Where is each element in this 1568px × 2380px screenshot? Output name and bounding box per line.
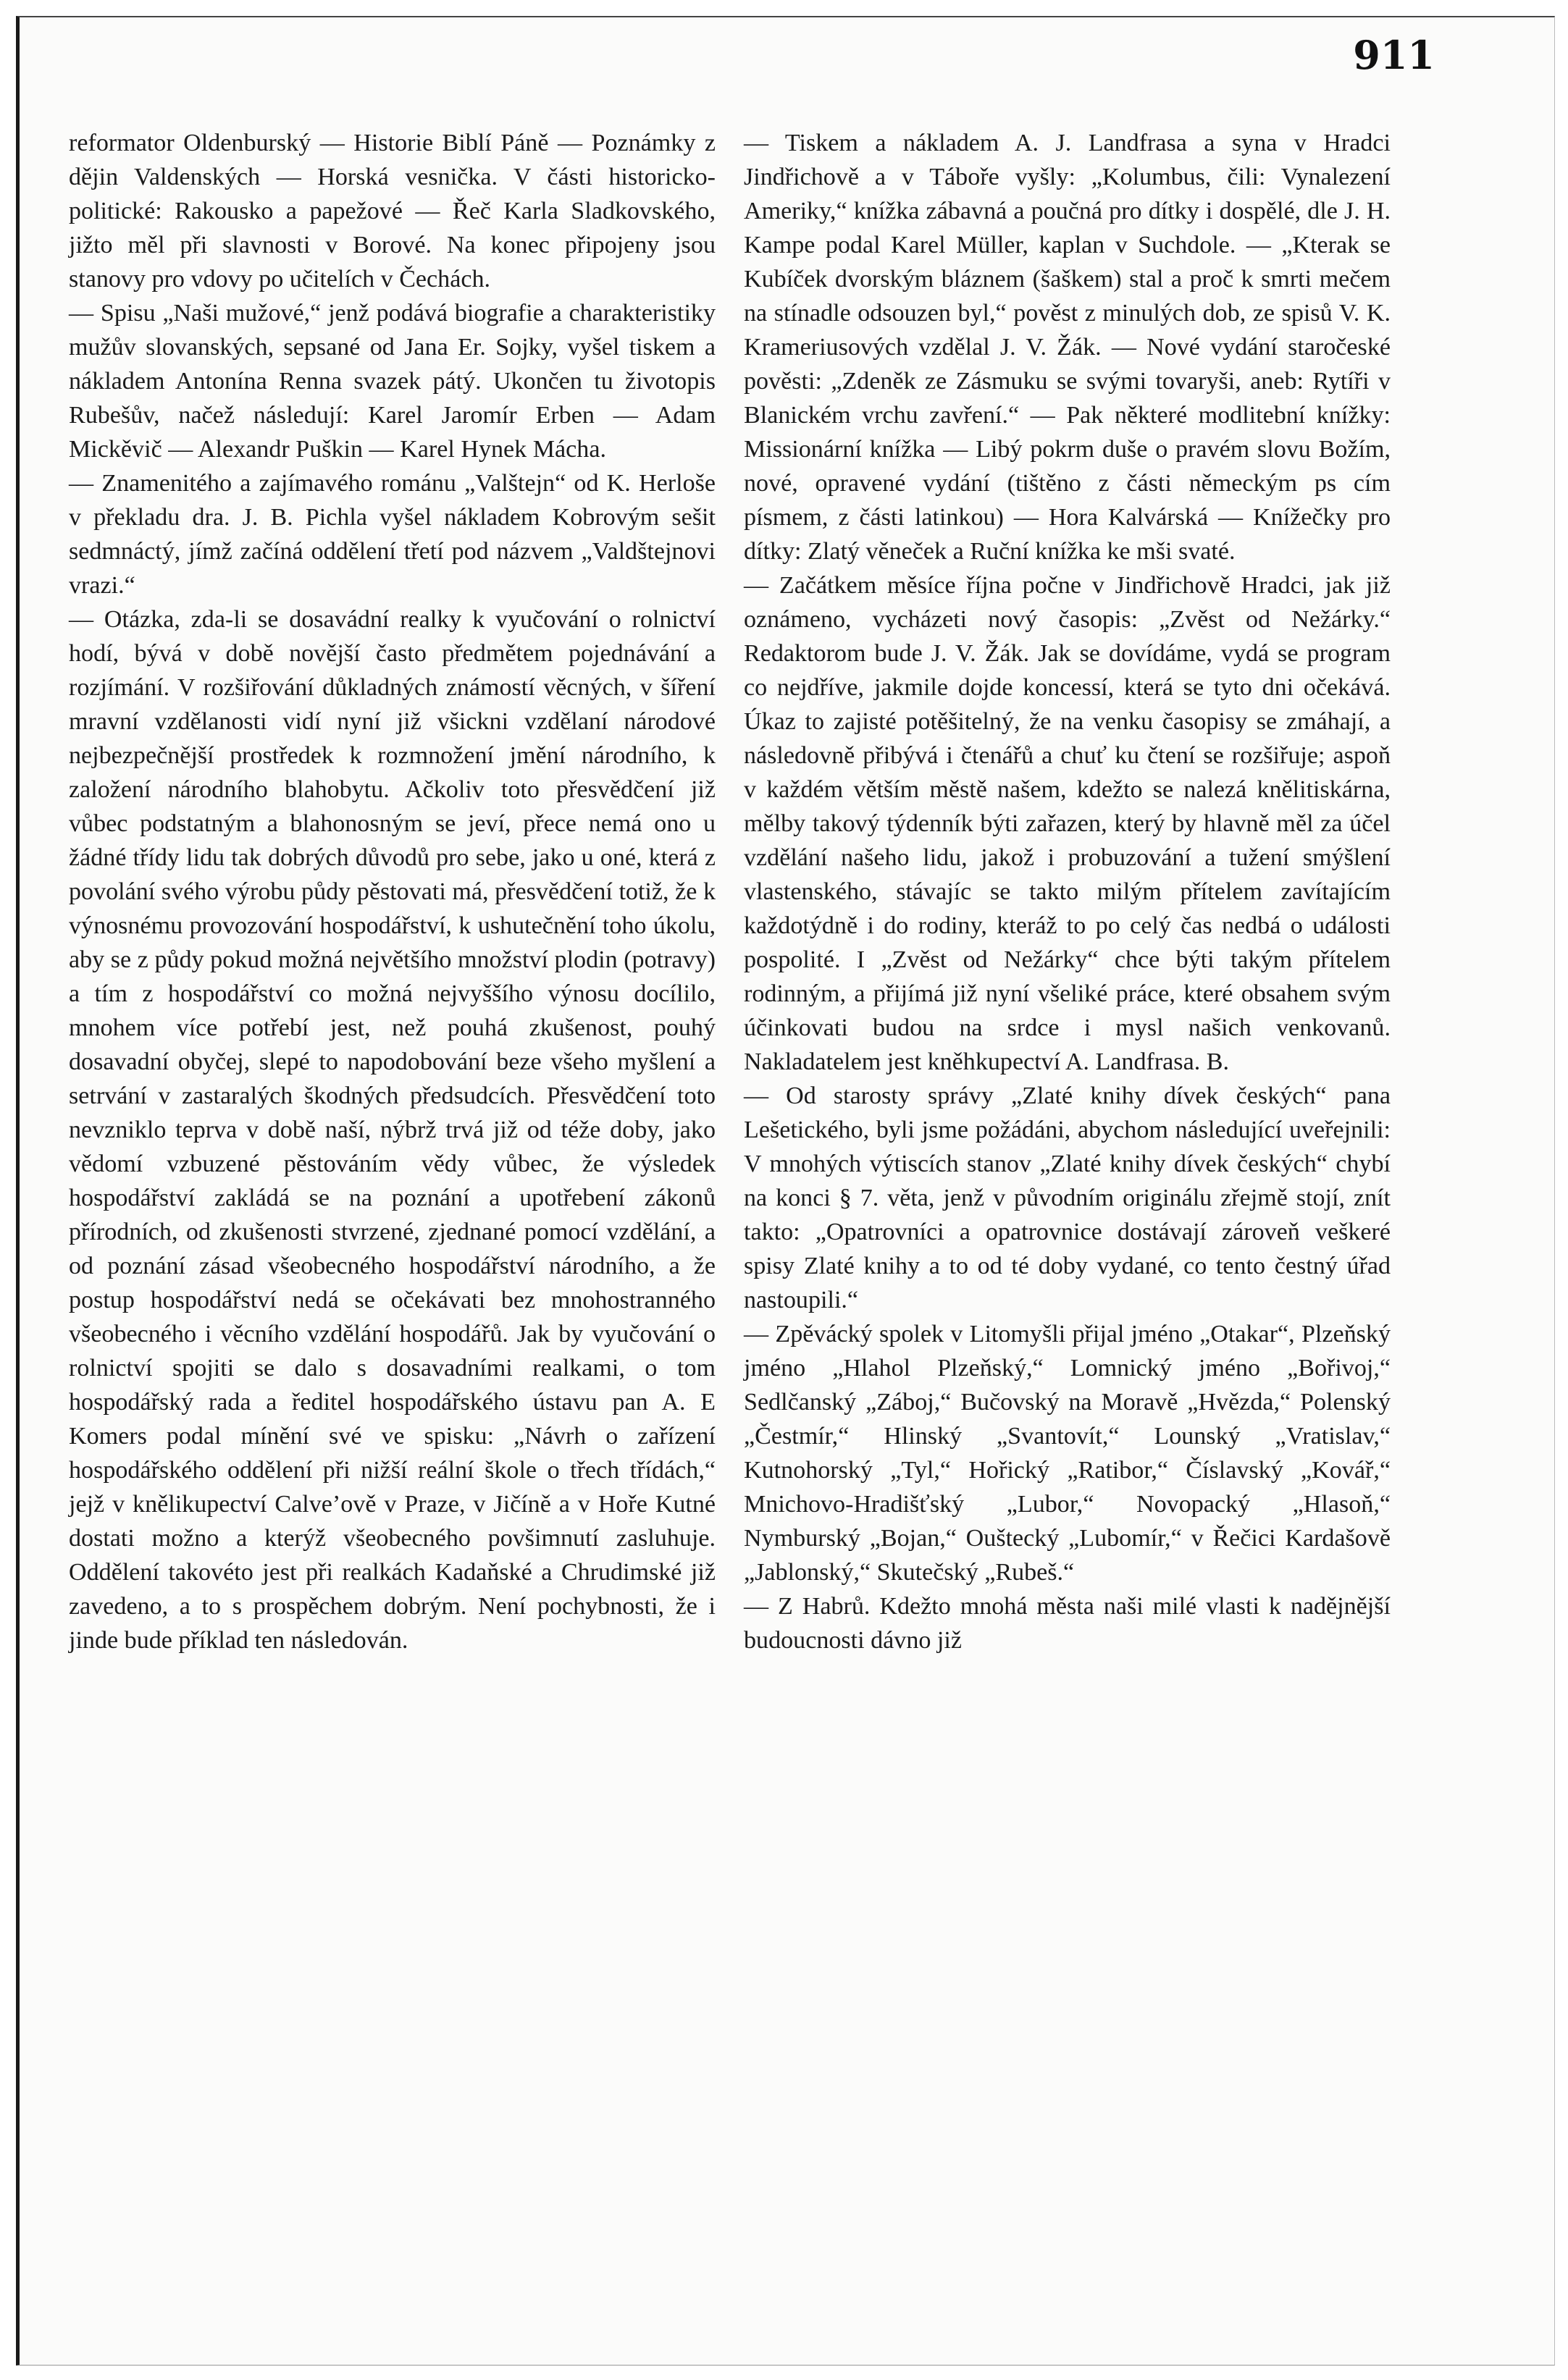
paragraph: reformator Oldenburský — Historie Biblí Páně — Poznámky z dějin Valdenských — Horská vesnička. V části historicko-politické: Rakousko a papežové — Řeč Karla Sladkovského, jižto měl při slavnosti v Borové. Na konec připojeny jsou stanovy pro vdovy po učitelích v Čechách. xyxy=(69,130,716,293)
paragraph: — Z Habrů. Kdežto mnohá města naši milé vlasti k nadějnější budoucnosti dávno již xyxy=(744,1593,1391,1654)
journal-page xyxy=(16,16,1555,2366)
paragraph: — Začátkem měsíce října počne v Jindřichově Hradci, jak již oznámeno, vycházeti nový časopis: „Zvěst od Nežárky.“ Redaktorom bude J. V. Žák. Jak se dovídáme, vydá se program co nejdříve, jakmile dojde koncessí, která se tyto dni očekává. Úkaz to zajisté potěšitelný, že na venku časopisy se zmáhají, a následovně přibývá i čtenářů a chuť ku čtení se rozšiřuje; aspoň v každém větším městě našem, kdežto se nalezá knělitiskárna, mělby takový týdenník býti zařazen, který by hlavně měl za účel vzdělání našeho lidu, jakož i probuzování a tužení smýšlení vlastenského, stávajíc se takto milým přítelem zavítajícím každotýdně i do rodiny, kteráž to po celý čas nedbá o události pospolité. I „Zvěst od Nežárky“ chce býti takým přítelem rodinným, a přijímá již nyní všeliké práce, které obsahem svým účinkovati budou na srdce i mysl našich venkovanů. Nakladatelem jest kněhkupectví A. Landfrasa. B. xyxy=(744,572,1391,1075)
paragraph: — Spisu „Naši mužové,“ jenž podává biografie a charakteristiky mužův slovanských, sepsané od Jana Er. Sojky, vyšel tiskem a nákladem Antonína Renna svazek pátý. Ukončen tu životopis Rubešův, načež následují: Karel Jaromír Erben — Adam Mickěvič — Alexandr Puškin — Karel Hynek Mácha. xyxy=(69,300,716,463)
paragraph: — Od starosty správy „Zlaté knihy dívek českých“ pana Lešetického, byli jsme požádáni, abychom následující uveřejnili: V mnohých výtiscích stanov „Zlaté knihy dívek českých“ chybí na konci § 7. věta, jenž v původním originálu zřejmě stojí, znít takto: „Opatrovníci a opatrovnice dostávají zároveň veškeré spisy Zlaté knihy a to od té doby vydané, co tento čestný úřad nastoupili.“ xyxy=(744,1082,1391,1313)
paragraph: — Tiskem a nákladem A. J. Landfrasa a syna v Hradci Jindřichově a v Táboře vyšly: „Kolumbus, čili: Vynalezení Ameriky,“ knížka zábavná a poučná pro dítky i dospělé, dle J. H. Kampe podal Karel Müller, kaplan v Suchdole. — „Kterak se Kubíček dvorským bláznem (šaškem) stal a proč k smrti mečem na stínadle odsouzen byl,“ pověst z minulých dob, ze spisů V. K. Krameriusových vzdělal J. V. Žák. — Nové vydání staročeské pověsti: „Zdeněk ze Zásmuku se svými tovaryši, aneb: Rytíři v Blanickém vrchu zavření.“ — Pak některé modlitební knížky: Missionární knížka — Libý pokrm duše o pravém slovu Božím, nové, opravené vydání (tištěno z části německým ps cím písmem, z části latinkou) — Hora Kalvárská — Knížečky pro dítky: Zlatý věneček a Ruční knížka ke mši svaté. xyxy=(744,130,1391,565)
page-number: 911 xyxy=(1353,32,1435,78)
right-column xyxy=(744,126,1391,1657)
paragraph: — Zpěvácký spolek v Litomyšli přijal jméno „Otakar“, Plzeňský jméno „Hlahol Plzeňský,“ Lomnický jméno „Bořivoj,“ Sedlčanský „Záboj,“ Bučovský na Moravě „Hvězda,“ Polenský „Čestmír,“ Hlinský „Svantovít,“ Lounský „Vratislav,“ Kutnohorský „Tyl,“ Hořický „Ratibor,“ Číslavský „Kovář,“ Mnichovo-Hradišťský „Lubor,“ Novopacký „Hlasoň,“ Nymburský „Bojan,“ Ouštecký „Lubomír,“ v Řečici Kardašově „Jablonský,“ Skutečský „Rubeš.“ xyxy=(744,1321,1391,1586)
paragraph: — Otázka, zda-li se dosavádní realky k vyučování o rolnictví hodí, bývá v době novější často předmětem pojednávání a rozjímání. V rozšiřování důkladných známostí věcných, v šíření mravní vzdělanosti vidí nyní již všickni vzdělaní národové nejbezpečnější prostředek k rozmnožení jmění národního, k založení národního blahobytu. Ačkoliv toto přesvědčení již vůbec podstatným a blahonosným se jeví, přece nemá ono u žádné třídy lidu tak dobrých důvodů pro sebe, jako u oné, která z povolání svého výrobu půdy pěstovati má, přesvědčení totiž, že k výnosnému provozování hospodářství, k ushutečnění toho úkolu, aby se z půdy pokud možná největšího množství plodin (potravy) a tím z hospodářství co možná nejvyššího výnosu docílilo, mnohem více potřebí jest, než pouhá zkušenost, pouhý dosavadní obyčej, slepé to napodobování beze všeho myšlení a setrvání v zastaralých škodných předsudcích. Přesvědčení toto nevzniklo teprva v době naší, nýbrž trvá již od téže doby, jako vědomí vzbuzené pěstováním vědy vůbec, že výsledek hospodářství zakládá se na poznání a upotřebení zákonů přírodních, od zkušenosti stvrzené, zjednané pomocí vzdělání, a od poznání zásad všeobecného hospodářství národního, a že postup hospodářství nedá se očekávati bez mnohostranného všeobecného i věcního vzdělání hospodářů. Jak by vyučování o rolnictví spojiti se dalo s dosavadními realkami, o tom hospodářský rada a ředitel hospodářského ústavu pan A. E Komers podal mínění své ve spisku: „Návrh o zařízení hospodářského oddělení při nižší reální škole o třech třídách,“ jejž v knělikupectví Calve’ově v Praze, v Jičíně a v Hoře Kutné dostati možno a kterýž všeobecného povšimnutí zasluhuje. Oddělení takovéto jest při realkách Kadaňské a Chrudimské již zavedeno, a to s prospěchem dobrým. Není pochybnosti, že i jinde bude příklad ten následován. xyxy=(69,606,716,1654)
paragraph: — Znamenitého a zajímavého románu „Valštejn“ od K. Herloše v překladu dra. J. B. Pichla vyšel nákladem Kobrovým sešit sedmnáctý, jímž začíná oddělení třetí pod názvem „Valdštejnovi vrazi.“ xyxy=(69,470,716,599)
left-column xyxy=(69,126,716,1657)
